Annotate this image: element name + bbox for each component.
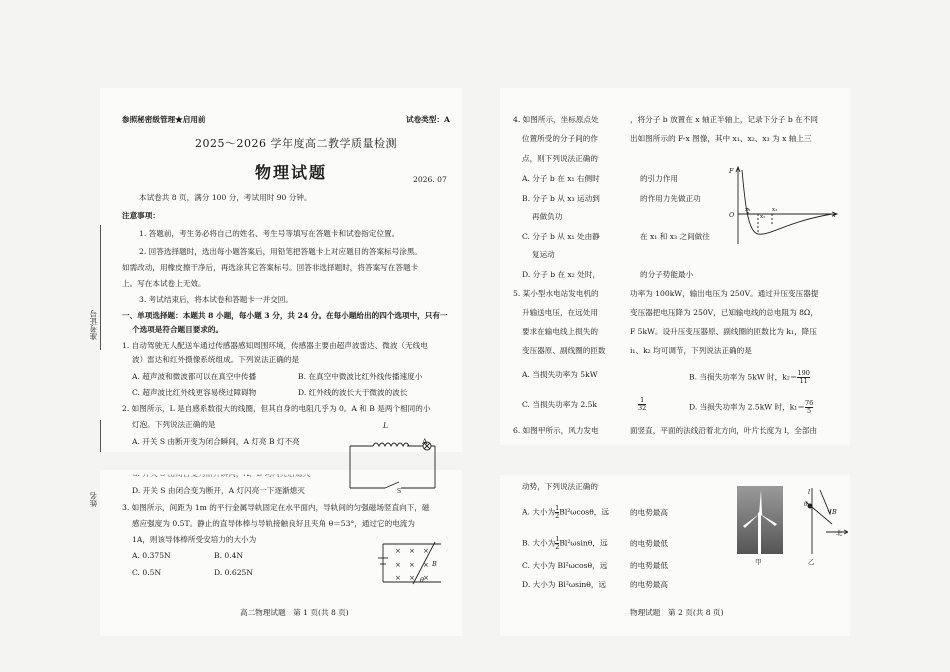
question-4-option-a-right: 的引力作用 bbox=[640, 174, 678, 183]
name-label: 姓名 bbox=[89, 492, 98, 507]
svg-text:×: × bbox=[409, 561, 415, 569]
question-4-option-d-right: 的分子势能最小 bbox=[640, 270, 694, 279]
note-2: 2. 回答选择题时，选出每小题答案后，用铅笔把答题卡上对应题目的答案标号涂黑。 bbox=[139, 247, 423, 256]
note-2-cont: 如需改动，用橡皮擦干净后，再选涂其它答案标号。回答非选择题时，将答案写在答题卡 bbox=[122, 263, 419, 272]
q5b-numerator: 190 bbox=[797, 369, 810, 377]
field-b-label-right: B bbox=[832, 508, 837, 516]
figure-yi-label: 乙 bbox=[808, 558, 815, 566]
question-5-stem-right: 变压器把电压降为 250V，已知输电线的总电阻为 8Ω， bbox=[630, 308, 818, 317]
question-5-stem-right: F 5kW。设升压变压器原、副线圈的匝数比为 k₁，降压 bbox=[630, 327, 817, 336]
question-4-option-b: B. 分子 b 从 x₃ 运动到 bbox=[522, 194, 600, 203]
wind-turbine-photo bbox=[737, 486, 783, 554]
question-6-option-d: D. 大小为 Bl²ωsinθ，远 bbox=[522, 580, 607, 589]
question-6-option-c: C. 大小为 Bl²ωcosθ，远 bbox=[522, 561, 608, 570]
x1-tick-label: x₁ bbox=[745, 207, 751, 213]
q5b-denominator: 11 bbox=[799, 377, 808, 385]
distance-axis-label: x bbox=[832, 211, 836, 219]
blade-length-label: l bbox=[808, 488, 811, 496]
page-1-footer: 高二物理试题 第 1 页(共 8 页) bbox=[240, 608, 349, 617]
question-4-option-c: C. 分子 b 从 x₁ 处由静 bbox=[522, 232, 600, 241]
question-2-option-d: D. 开关 S 由闭合变为断开，A 灯闪亮一下逐渐熄灭 bbox=[132, 486, 305, 495]
turbine-angle-label: θ bbox=[804, 501, 808, 508]
svg-text:×: × bbox=[395, 561, 401, 569]
subject-title: 物理试题 bbox=[255, 163, 328, 182]
section-1-heading-cont: 个选项是符合题目要求的。 bbox=[132, 325, 224, 334]
angle-theta-label: θ bbox=[420, 576, 424, 584]
lamp-a-label: A bbox=[422, 437, 428, 446]
question-6-option-c-right: 的电势最低 bbox=[630, 561, 668, 570]
question-5-option-c-fraction-fragment: $\frac{1}{32}$ bbox=[638, 396, 647, 412]
question-6-stem-cont: 动势，下列说法正确的 bbox=[522, 482, 598, 491]
question-4-stem-right: 出如图所示的 F-x 图像，其中 x₁、x₂、x₃ 为 x 轴上三 bbox=[630, 134, 812, 143]
switch-label: S bbox=[397, 488, 402, 495]
question-5-option-a: A. 当损失功率为 5kW bbox=[522, 370, 598, 379]
exam-title: 2025～2026 学年度高二教学质量检测 bbox=[195, 137, 397, 150]
question-4-option-a: A. 分子 b 在 x₁ 右侧时 bbox=[522, 174, 600, 183]
question-1-stem: 1. 自动驾驶无人配送车通过传感器感知周围环境，传感器主要由超声波雷达、微波（无线电 bbox=[122, 341, 428, 350]
page-2-footer: 物理试题 第 2 页(共 8 页) bbox=[630, 608, 724, 617]
question-4-option-c-cont: 复运动 bbox=[532, 250, 555, 259]
x2-tick-label: x₂ bbox=[760, 214, 766, 220]
question-5-stem-right: i₁、k₂ 均可调节，下列说法正确的是 bbox=[630, 346, 752, 355]
paper-type: 试卷类型：A bbox=[406, 115, 450, 124]
question-5-option-d: D. 当损失功率为 2.5kW 时，k₁＝ $\frac{76}{5}$ bbox=[689, 399, 814, 415]
question-6-stem: 6. 如图甲所示，风力发电 bbox=[513, 426, 599, 435]
question-3-option-a: A. 0.375N bbox=[132, 551, 171, 560]
question-5-stem: 5. 某小型水电站发电机的 bbox=[513, 289, 599, 298]
question-5-option-b: B. 当损失功率为 5kW 时，k₂＝ $\frac{190}{11}$ bbox=[689, 369, 810, 385]
question-4-option-d: D. 分子 b 在 x₂ 处时， bbox=[522, 270, 601, 279]
question-2-option-a: A. 开关 S 由断开变为闭合瞬间，A 灯亮 B 灯不亮 bbox=[132, 437, 300, 446]
field-b-label: B bbox=[432, 560, 437, 568]
svg-text:×: × bbox=[395, 547, 401, 555]
note-1: 1. 答题前，考生务必将自己的姓名、考生号等填写在答题卡和试卷指定位置。 bbox=[139, 229, 400, 238]
question-6-stem-right: 面竖直，平面的法线沿着北方向，叶片长度为 l，全部由 bbox=[630, 426, 818, 435]
binding-line bbox=[100, 225, 101, 350]
question-3-option-c: C. 0.5N bbox=[132, 568, 162, 577]
question-1-option-b: B. 在真空中微波比红外线传播速度小 bbox=[298, 372, 423, 381]
question-4-stem-right: ，将分子 b 放置在 x 轴正半轴上，记录下分子 b 在不同 bbox=[630, 115, 818, 124]
exam-date: 2026. 07 bbox=[413, 175, 447, 184]
question-3-stem-cont: 感应强度为 0.5T。静止的直导体棒与导轨接触良好且夹角 θ＝53°，通过它的电流为 bbox=[132, 519, 415, 528]
question-3-option-d: D. 0.625N bbox=[214, 568, 254, 577]
question-2-stem: 2. 如图所示，L 是自感系数很大的线圈，但其自身的电阻几乎为 0。A 和 B 是两个相同的小 bbox=[122, 404, 431, 413]
question-3-stem-cont: 1A，则该导体棒所受安培力的大小为 bbox=[132, 535, 257, 544]
confidential-mark: 参照秘密级管理★启用前 bbox=[122, 115, 206, 124]
question-1-option-d: D. 红外线的波长大于微波的波长 bbox=[298, 388, 408, 397]
question-3-option-b: B. 0.4N bbox=[214, 551, 244, 560]
question-4-option-b-right: 的作用力先做正功 bbox=[640, 194, 701, 203]
svg-text:×: × bbox=[423, 561, 429, 569]
question-1-option-c: C. 超声波比红外线更容易绕过障碍物 bbox=[132, 388, 257, 397]
north-direction-label: 北 bbox=[836, 529, 843, 537]
question-4-stem-cont: 点，则下列说法正确的 bbox=[522, 154, 598, 163]
question-4-stem: 4. 如图所示，坐标原点处 bbox=[513, 115, 599, 124]
question-5-stem-cont: 升输送电压，在远处用 bbox=[522, 308, 598, 317]
question-6-option-a-right: 的电势最高 bbox=[630, 508, 668, 517]
candidate-id-label: 准考证号 bbox=[89, 310, 98, 340]
q5d-denominator: 5 bbox=[807, 407, 812, 415]
scan-fold-gap bbox=[500, 445, 850, 475]
svg-text:×: × bbox=[409, 574, 415, 582]
inductor-circuit-figure bbox=[345, 422, 440, 494]
question-3-stem: 3. 如图所示，间距为 1m 的平行金属导轨固定在水平面内，导轨间的匀强磁场竖直向下，磁 bbox=[122, 503, 430, 512]
question-5-option-c: C. 当损失功率为 2.5k bbox=[522, 400, 598, 409]
question-6-option-a: A. 大小为 $\frac{1}{2}$ Bl²ωcosθ，远 bbox=[522, 504, 609, 520]
question-4-option-b-cont: 再做负功 bbox=[532, 212, 563, 221]
inductor-label: L bbox=[383, 421, 389, 430]
figure-jia-label: 甲 bbox=[755, 558, 762, 566]
question-4-option-c-right: 在 x₁ 和 x₃ 之间做往 bbox=[640, 232, 710, 241]
turbine-field-diagram bbox=[790, 484, 848, 556]
origin-label: O bbox=[729, 211, 735, 219]
svg-text:×: × bbox=[395, 574, 401, 582]
note-3: 3. 考试结束后，将本试卷和答题卡一并交回。 bbox=[139, 295, 293, 304]
svg-text:×: × bbox=[423, 574, 429, 582]
q5d-numerator: 76 bbox=[804, 399, 814, 407]
note-2-cont: 上。写在本试卷上无效。 bbox=[122, 279, 206, 288]
force-axis-label: F bbox=[729, 167, 734, 175]
intro-text: 本试卷共 8 页，满分 100 分，考试用时 90 分钟。 bbox=[139, 193, 312, 202]
question-5-stem-right: 功率为 100kW，输出电压为 250V。通过升压变压器提 bbox=[630, 289, 819, 298]
question-6-option-d-right: 的电势最高 bbox=[630, 580, 668, 589]
svg-text:×: × bbox=[423, 547, 429, 555]
question-1-stem-cont: 波）雷达和红外摄像系统组成。下列说法正确的是 bbox=[132, 355, 300, 364]
section-1-heading: 一、单项选择题：本题共 8 小题，每小题 3 分，共 24 分。在每小题给出的四个选项中，只有一 bbox=[122, 311, 448, 320]
question-1-option-a: A. 超声波和微波都可以在真空中传播 bbox=[132, 372, 257, 381]
question-2-stem-cont: 灯泡。下列说法正确的是 bbox=[132, 420, 216, 429]
x3-tick-label: x₃ bbox=[772, 207, 778, 213]
question-5-stem-cont: 要求在输电线上损失的 bbox=[522, 327, 598, 336]
notes-title: 注意事项： bbox=[122, 211, 160, 220]
question-6-option-b-right: 的电势最低 bbox=[630, 539, 668, 548]
question-4-stem-cont: 位置所受的分子间的作 bbox=[522, 134, 598, 143]
svg-text:×: × bbox=[409, 547, 415, 555]
question-6-option-b: B. 大小为 $\frac{1}{2}$ Bl²ωsinθ，远 bbox=[522, 535, 608, 551]
question-5-stem-cont: 变压器原、副线圈的匝数 bbox=[522, 346, 606, 355]
